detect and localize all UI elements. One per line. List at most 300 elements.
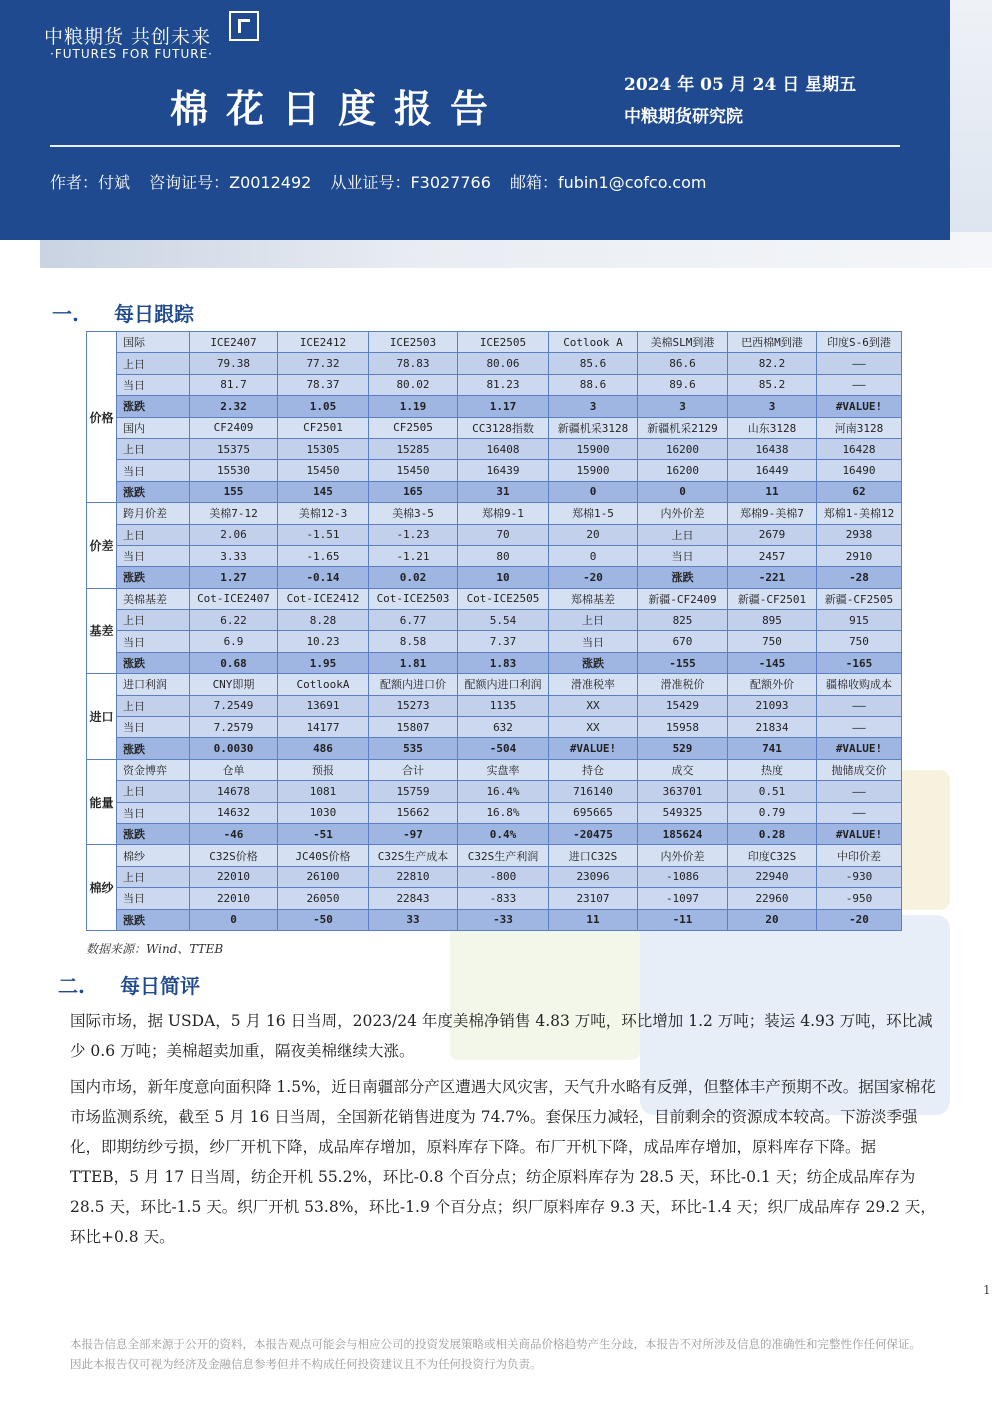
table-cell: 14632 [190, 802, 278, 823]
table-cell: ICE2412 [278, 332, 369, 353]
table-cell: 81.7 [190, 374, 278, 395]
table-cell: 26100 [278, 866, 369, 887]
table-cell: 1.05 [278, 396, 369, 417]
table-cell: 695665 [549, 802, 638, 823]
table-cell: 15662 [369, 802, 458, 823]
table-cell: 当日 [549, 631, 638, 652]
table-row [87, 695, 902, 716]
table-cell: CC3128指数 [458, 417, 549, 438]
table-cell: 配额内进口利润 [458, 674, 549, 695]
table-cell: 155 [190, 481, 278, 502]
table-row-label: 上日 [117, 781, 190, 802]
table-cell: —— [817, 802, 902, 823]
table-cell: 363701 [638, 781, 728, 802]
table-cell: 78.83 [369, 353, 458, 374]
author-name: 作者：付斌 [50, 173, 131, 192]
table-cell: 0.0030 [190, 738, 278, 759]
table-cell: 7.37 [458, 631, 549, 652]
table-cell: 79.38 [190, 353, 278, 374]
table-cell: 美棉12-3 [278, 503, 369, 524]
table-cell: #VALUE! [817, 738, 902, 759]
logo-english: ·FUTURES FOR FUTURE· [50, 47, 213, 61]
table-cell: Cot-ICE2407 [190, 588, 278, 609]
table-cell: 美棉SLM到港 [638, 332, 728, 353]
table-cell: 配额外价 [728, 674, 817, 695]
table-cell: 15530 [190, 460, 278, 481]
table-row [87, 781, 902, 802]
header-divider [50, 145, 900, 147]
table-cell: 1.95 [278, 652, 369, 673]
table-cell: —— [817, 717, 902, 738]
table-cell: -800 [458, 866, 549, 887]
table-cell: #VALUE! [817, 823, 902, 844]
table-row [87, 866, 902, 887]
table-cell: 郑棉1-美棉12 [817, 503, 902, 524]
table-category-cell: 进口 [87, 674, 117, 760]
table-cell: 0.68 [190, 652, 278, 673]
table-cell: 2457 [728, 545, 817, 566]
table-row-label: 当日 [117, 717, 190, 738]
table-row-label: 涨跌 [117, 567, 190, 588]
table-cell: 15273 [369, 695, 458, 716]
table-cell: 3.33 [190, 545, 278, 566]
table-row-label: 国内 [117, 417, 190, 438]
table-cell: ICE2503 [369, 332, 458, 353]
table-row [87, 738, 902, 759]
table-cell: 8.58 [369, 631, 458, 652]
table-cell: 1.83 [458, 652, 549, 673]
table-cell: 0 [190, 909, 278, 930]
table-cell: -11 [638, 909, 728, 930]
table-cell: 529 [638, 738, 728, 759]
table-cell: 郑棉1-5 [549, 503, 638, 524]
table-cell: 热度 [728, 759, 817, 780]
table-cell: 0 [549, 545, 638, 566]
table-cell: 15429 [638, 695, 728, 716]
table-cell: 新疆机采3128 [549, 417, 638, 438]
table-cell: 86.6 [638, 353, 728, 374]
table-cell: 0 [549, 481, 638, 502]
table-row-label: 上日 [117, 866, 190, 887]
table-cell: Cotlook A [549, 332, 638, 353]
table-cell: #VALUE! [817, 396, 902, 417]
paragraph-domestic: 国内市场，新年度意向面积降 1.5%，近日南疆部分产区遭遇大风灾害，天气升水略有反弹，但整体丰产预期不改。据国家棉花市场监测系统，截至 5 月 16 日当周，全国新花销售进度为 74.7%。套保压力减轻，目前剩余的资源成本较高。下游淡季强化，即期纺纱亏损，纱厂开机下降，成品库存增加，原料库存下降。布厂开机下降，成品库存增加，原料库存下降。据 TTEB，5 月 17 日当周，纺企开机 55.2%，环比-0.8 个百分点；纺企原料库存为 28.5 天，环比-0.1 天；纺企成品库存为 28.5 天，环比-1.5 天。织厂开机 53.8%，环比-1.9 个百分点；织厂原料库存 9.3 天，环比-1.4 天；织厂成品库存 29.2 天，环比+0.8 天。 [70, 1078, 936, 1246]
table-cell: 2938 [817, 524, 902, 545]
table-cell: —— [817, 353, 902, 374]
table-cell: 0.79 [728, 802, 817, 823]
table-row [87, 567, 902, 588]
table-cell: 郑棉9-1 [458, 503, 549, 524]
table-row [87, 652, 902, 673]
table-cell: 22960 [728, 888, 817, 909]
table-row [87, 332, 902, 353]
table-cell: —— [817, 695, 902, 716]
table-cell: 16200 [638, 460, 728, 481]
table-cell: 15285 [369, 438, 458, 459]
table-cell: 15900 [549, 438, 638, 459]
table-cell: 15900 [549, 460, 638, 481]
table-row-label: 进口利润 [117, 674, 190, 695]
table-cell: 1.17 [458, 396, 549, 417]
table-cell: Cot-ICE2505 [458, 588, 549, 609]
table-row [87, 845, 902, 866]
table-cell: 1135 [458, 695, 549, 716]
table-cell: 185624 [638, 823, 728, 844]
table-cell: 15305 [278, 438, 369, 459]
table-row-label: 国际 [117, 332, 190, 353]
report-header [0, 0, 950, 240]
table-cell: 23096 [549, 866, 638, 887]
table-cell: -221 [728, 567, 817, 588]
table-cell: 3 [728, 396, 817, 417]
table-cell: 涨跌 [638, 567, 728, 588]
table-cell: 145 [278, 481, 369, 502]
table-cell: 预报 [278, 759, 369, 780]
table-cell: 抛储成交价 [817, 759, 902, 780]
table-cell: -20 [549, 567, 638, 588]
table-row-label: 美棉基差 [117, 588, 190, 609]
table-cell: 山东3128 [728, 417, 817, 438]
table-cell: 15759 [369, 781, 458, 802]
section-title: 每日简评 [120, 974, 200, 998]
table-cell: —— [817, 781, 902, 802]
table-cell: 1.27 [190, 567, 278, 588]
table-row-label: 上日 [117, 610, 190, 631]
table-cell: 16438 [728, 438, 817, 459]
table-row-label: 涨跌 [117, 909, 190, 930]
table-row [87, 545, 902, 566]
table-cell: 郑棉9-美棉7 [728, 503, 817, 524]
table-cell: 70 [458, 524, 549, 545]
table-cell: -504 [458, 738, 549, 759]
table-cell: 14678 [190, 781, 278, 802]
page-number: 1 [983, 1283, 991, 1297]
table-cell: -28 [817, 567, 902, 588]
table-cell: 3 [638, 396, 728, 417]
section-heading-tracking [52, 298, 194, 327]
table-cell: 2.06 [190, 524, 278, 545]
table-row [87, 802, 902, 823]
table-cell: -0.14 [278, 567, 369, 588]
table-cell: 15958 [638, 717, 728, 738]
table-row [87, 503, 902, 524]
table-cell: 巴西棉M到港 [728, 332, 817, 353]
table-row-label: 涨跌 [117, 738, 190, 759]
table-row [87, 374, 902, 395]
table-cell: 10 [458, 567, 549, 588]
table-cell: 89.6 [638, 374, 728, 395]
disclaimer: 本报告信息全部来源于公开的资料，本报告观点可能会与相应公司的投资发展策略或相关商品价格趋势产生分歧，本报告不对所涉及信息的准确性和完整性作任何保证。因此本报告仅可视为经济及金融信息参考但并不构成任何投资建议且不为任何投资行为负责。 [70, 1337, 921, 1371]
table-cell: CotlookA [278, 674, 369, 695]
table-cell: -50 [278, 909, 369, 930]
table-cell: 33 [369, 909, 458, 930]
table-cell: 中印价差 [817, 845, 902, 866]
table-cell: 合计 [369, 759, 458, 780]
table-cell: #VALUE! [549, 738, 638, 759]
table-cell: 15450 [278, 460, 369, 481]
section-title: 每日跟踪 [114, 302, 194, 326]
table-cell: -930 [817, 866, 902, 887]
table-row-label: 上日 [117, 524, 190, 545]
table-cell: 77.32 [278, 353, 369, 374]
table-cell: 22843 [369, 888, 458, 909]
author-line [50, 170, 720, 193]
table-cell: CF2501 [278, 417, 369, 438]
table-row-label: 跨月价差 [117, 503, 190, 524]
table-row [87, 524, 902, 545]
table-row [87, 481, 902, 502]
table-cell: 165 [369, 481, 458, 502]
table-cell: -165 [817, 652, 902, 673]
table-row [87, 674, 902, 695]
table-cell: C32S生产利润 [458, 845, 549, 866]
table-row-label: 上日 [117, 438, 190, 459]
table-row [87, 888, 902, 909]
table-cell: 716140 [549, 781, 638, 802]
report-date: 2024 年 05 月 24 日 星期五 [624, 75, 857, 95]
table-cell: 14177 [278, 717, 369, 738]
table-cell: 85.2 [728, 374, 817, 395]
table-cell: 1.81 [369, 652, 458, 673]
table-row [87, 759, 902, 780]
table-cell: 16449 [728, 460, 817, 481]
table-cell: 3 [549, 396, 638, 417]
table-cell: 85.6 [549, 353, 638, 374]
table-cell: 实盘率 [458, 759, 549, 780]
table-cell: 15450 [369, 460, 458, 481]
table-cell: 滑准税价 [638, 674, 728, 695]
table-cell: -155 [638, 652, 728, 673]
table-row [87, 396, 902, 417]
table-cell: ICE2407 [190, 332, 278, 353]
table-cell: 21834 [728, 717, 817, 738]
table-cell: 0.28 [728, 823, 817, 844]
author-email: 邮箱：fubin1@cofco.com [510, 173, 707, 192]
table-cell: XX [549, 695, 638, 716]
table-cell: 7.2579 [190, 717, 278, 738]
table-cell: -1097 [638, 888, 728, 909]
table-category-cell: 价差 [87, 503, 117, 589]
table-row-label: 涨跌 [117, 396, 190, 417]
section-heading-commentary [58, 970, 200, 999]
table-cell: -51 [278, 823, 369, 844]
table-cell: 6.9 [190, 631, 278, 652]
table-cell: 16428 [817, 438, 902, 459]
table-cell: 632 [458, 717, 549, 738]
table-cell: 持仓 [549, 759, 638, 780]
table-cell: 7.2549 [190, 695, 278, 716]
table-row [87, 610, 902, 631]
table-cell: 80 [458, 545, 549, 566]
table-cell: 16408 [458, 438, 549, 459]
table-row-label: 上日 [117, 353, 190, 374]
table-row [87, 417, 902, 438]
table-row [87, 909, 902, 930]
table-cell: 750 [817, 631, 902, 652]
table-cell: 6.77 [369, 610, 458, 631]
table-cell: 新疆机采2129 [638, 417, 728, 438]
table-cell: 22010 [190, 888, 278, 909]
table-cell: 80.02 [369, 374, 458, 395]
table-row-label: 上日 [117, 695, 190, 716]
table-cell: —— [817, 374, 902, 395]
table-cell: 22010 [190, 866, 278, 887]
table-cell: 印度S-6到港 [817, 332, 902, 353]
table-cell: C32S生产成本 [369, 845, 458, 866]
table-cell: 新疆-CF2505 [817, 588, 902, 609]
table-cell: 31 [458, 481, 549, 502]
table-cell: -950 [817, 888, 902, 909]
table-row-label: 当日 [117, 802, 190, 823]
table-cell: 新疆-CF2501 [728, 588, 817, 609]
table-row-label: 涨跌 [117, 481, 190, 502]
table-cell: 88.6 [549, 374, 638, 395]
table-cell: 0.02 [369, 567, 458, 588]
table-cell: 20 [728, 909, 817, 930]
table-cell: 1081 [278, 781, 369, 802]
practice-number: 从业证号：F3027766 [330, 173, 491, 192]
table-cell: 16.8% [458, 802, 549, 823]
table-row-label: 当日 [117, 631, 190, 652]
table-cell: 670 [638, 631, 728, 652]
table-cell: 配额内进口价 [369, 674, 458, 695]
table-category-cell: 基差 [87, 588, 117, 674]
table-cell: 10.23 [278, 631, 369, 652]
table-cell: 549325 [638, 802, 728, 823]
table-row [87, 631, 902, 652]
table-cell: 825 [638, 610, 728, 631]
table-cell: CNY即期 [190, 674, 278, 695]
table-cell: 486 [278, 738, 369, 759]
table-cell: 进口C32S [549, 845, 638, 866]
table-cell: -20 [817, 909, 902, 930]
table-cell: 6.22 [190, 610, 278, 631]
table-cell: 上日 [549, 610, 638, 631]
table-row-label: 涨跌 [117, 823, 190, 844]
table-cell: -145 [728, 652, 817, 673]
table-cell: 印度C32S [728, 845, 817, 866]
table-cell: -1.21 [369, 545, 458, 566]
table-cell: 5.54 [458, 610, 549, 631]
table-row-label: 涨跌 [117, 652, 190, 673]
table-cell: 美棉3-5 [369, 503, 458, 524]
table-cell: 河南3128 [817, 417, 902, 438]
table-cell: 成交 [638, 759, 728, 780]
section-number: 二. [58, 974, 85, 998]
table-row [87, 717, 902, 738]
table-cell: -1.65 [278, 545, 369, 566]
table-cell: -20475 [549, 823, 638, 844]
table-cell: 23107 [549, 888, 638, 909]
table-cell: 1.19 [369, 396, 458, 417]
table-cell: 16439 [458, 460, 549, 481]
table-cell: 78.37 [278, 374, 369, 395]
table-cell: 郑棉基差 [549, 588, 638, 609]
table-cell: -33 [458, 909, 549, 930]
table-category-cell: 棉纱 [87, 845, 117, 931]
section-number: 一. [52, 302, 79, 326]
logo-chinese: 中粮期货 共创未来 [44, 26, 212, 48]
data-source-note: 数据来源：Wind、TTEB [86, 942, 224, 956]
table-cell: 81.23 [458, 374, 549, 395]
table-cell: 535 [369, 738, 458, 759]
table-cell: 915 [817, 610, 902, 631]
table-row-label: 当日 [117, 460, 190, 481]
table-row [87, 460, 902, 481]
table-cell: -1086 [638, 866, 728, 887]
table-cell: 15807 [369, 717, 458, 738]
table-row-label: 资金博弈 [117, 759, 190, 780]
table-cell: 0.4% [458, 823, 549, 844]
header-side-background [950, 0, 992, 268]
table-cell: -1.23 [369, 524, 458, 545]
table-cell: CF2505 [369, 417, 458, 438]
table-cell: 895 [728, 610, 817, 631]
table-row [87, 588, 902, 609]
table-cell: 15375 [190, 438, 278, 459]
table-row-label: 当日 [117, 545, 190, 566]
paragraph-international: 国际市场，据 USDA，5 月 16 日当周，2023/24 年度美棉净销售 4.83 万吨，环比增加 1.2 万吨；装运 4.93 万吨，环比减少 0.6 万吨；美棉超卖加重，隔夜美棉继续大涨。 [70, 1012, 933, 1060]
table-row [87, 823, 902, 844]
table-cell: 仓单 [190, 759, 278, 780]
consult-number: 咨询证号：Z0012492 [149, 173, 312, 192]
table-cell: 11 [728, 481, 817, 502]
report-title: 棉花日度报告 [170, 86, 507, 131]
table-cell: 26050 [278, 888, 369, 909]
table-cell: 内外价差 [638, 845, 728, 866]
table-cell: 0.51 [728, 781, 817, 802]
table-cell: 82.2 [728, 353, 817, 374]
table-cell: -97 [369, 823, 458, 844]
table-cell: 16.4% [458, 781, 549, 802]
table-cell: -833 [458, 888, 549, 909]
table-row-label: 棉纱 [117, 845, 190, 866]
table-cell: 750 [728, 631, 817, 652]
table-cell: 13691 [278, 695, 369, 716]
table-cell: 0 [638, 481, 728, 502]
table-cell: -1.51 [278, 524, 369, 545]
table-cell: 22940 [728, 866, 817, 887]
table-cell: ICE2505 [458, 332, 549, 353]
daily-tracking-table-container [86, 331, 901, 931]
table-cell: 80.06 [458, 353, 549, 374]
table-row-label: 当日 [117, 888, 190, 909]
table-cell: C32S价格 [190, 845, 278, 866]
table-cell: 美棉7-12 [190, 503, 278, 524]
table-cell: CF2409 [190, 417, 278, 438]
table-cell: 16490 [817, 460, 902, 481]
table-cell: Cot-ICE2503 [369, 588, 458, 609]
table-cell: 2.32 [190, 396, 278, 417]
table-cell: XX [549, 717, 638, 738]
table-cell: 当日 [638, 545, 728, 566]
table-row-label: 当日 [117, 374, 190, 395]
table-cell: 2910 [817, 545, 902, 566]
table-cell: 内外价差 [638, 503, 728, 524]
table-cell: 21093 [728, 695, 817, 716]
table-category-cell: 能量 [87, 759, 117, 845]
table-cell: 涨跌 [549, 652, 638, 673]
table-cell: 1030 [278, 802, 369, 823]
table-category-cell: 价格 [87, 332, 117, 503]
table-cell: 上日 [638, 524, 728, 545]
table-cell: 20 [549, 524, 638, 545]
table-cell: JC40S价格 [278, 845, 369, 866]
table-cell: 741 [728, 738, 817, 759]
table-cell: 62 [817, 481, 902, 502]
table-cell: 16200 [638, 438, 728, 459]
table-cell: -46 [190, 823, 278, 844]
